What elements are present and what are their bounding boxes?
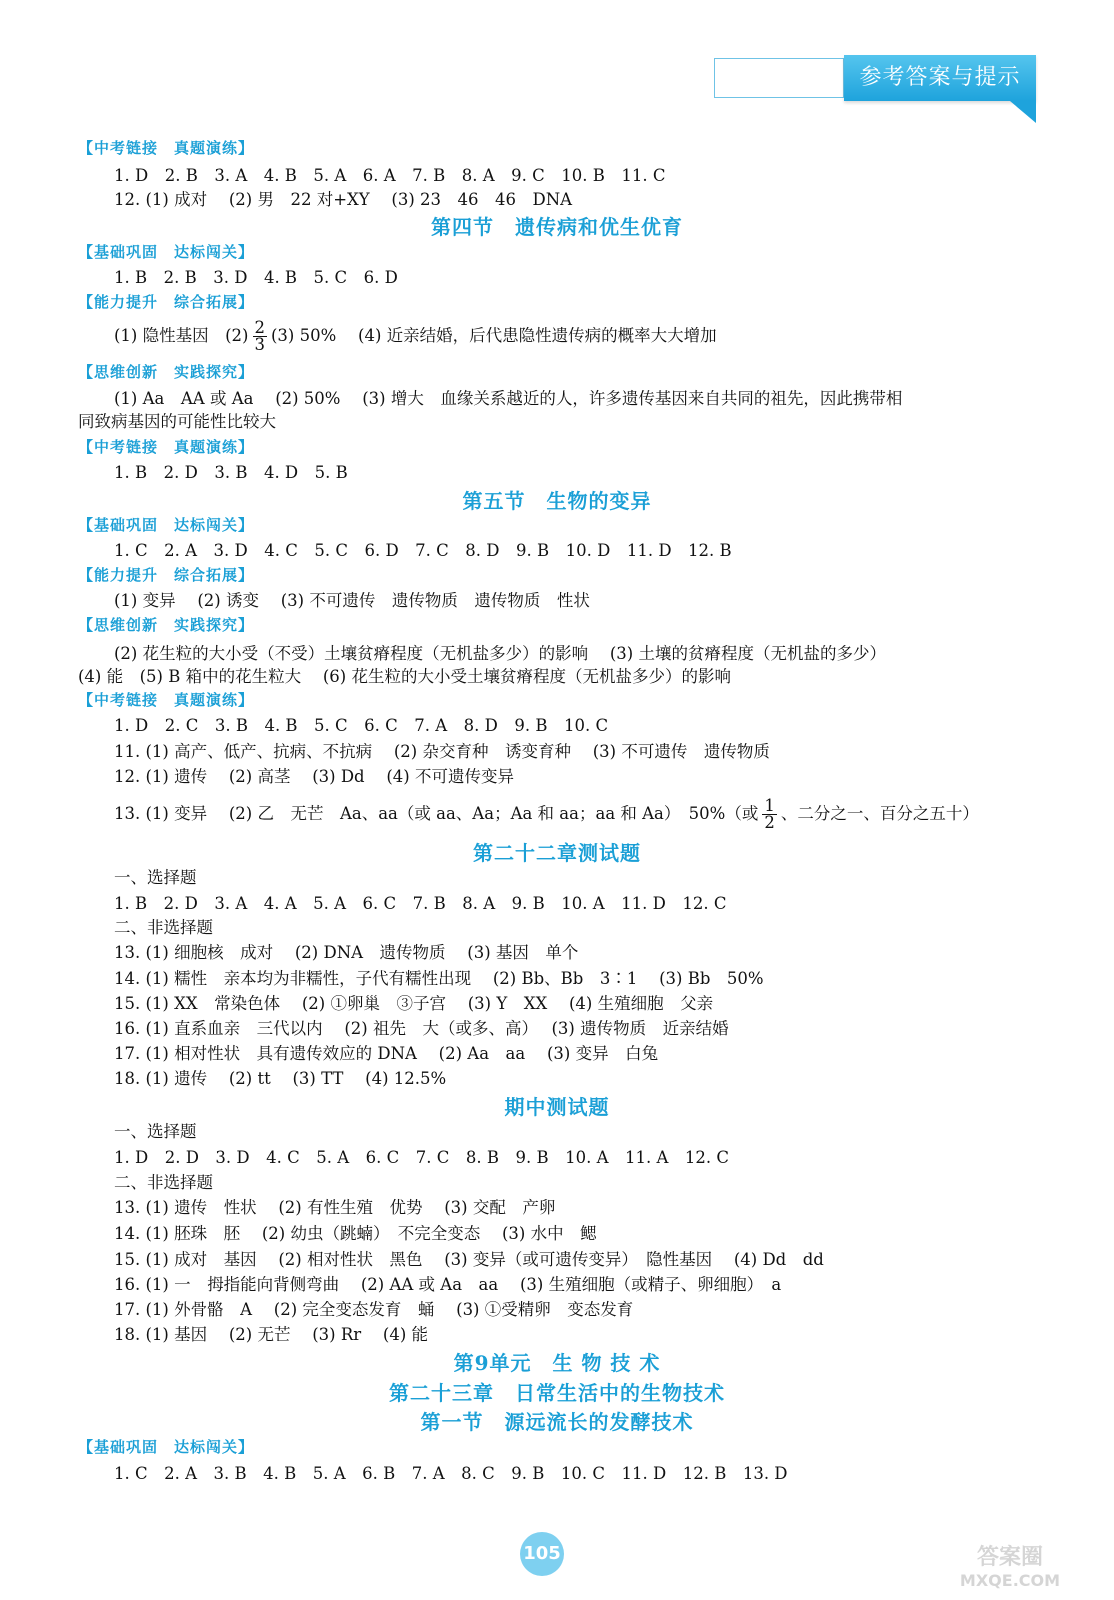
section-tag: 【能力提升 综合拓展】: [78, 566, 255, 584]
answer-line: 1. D 2. D 3. D 4. C 5. A 6. C 7. C 8. B 9. B 10. A 11. A 12. C: [114, 1148, 730, 1167]
answer-line: 18. (1) 基因 (2) 无芒 (3) Rr (4) 能: [114, 1325, 428, 1344]
answer-line: 12. (1) 遗传 (2) 高茎 (3) Dd (4) 不可遗传变异: [114, 767, 514, 786]
answer-line: (1) 变异 (2) 诱变 (3) 不可遗传 遗传物质 遗传物质 性状: [114, 591, 590, 610]
answer-line-fraction: [114, 318, 717, 354]
answer-line: 16. (1) 直系血亲 三代以内 (2) 祖先 大（或多、高） (3) 遗传物质 近亲结婚: [114, 1019, 729, 1038]
fraction-denominator: 3: [254, 335, 265, 354]
section-tag: 【中考链接 真题演练】: [78, 139, 255, 157]
answer-line: 1. B 2. B 3. D 4. B 5. C 6. D: [114, 268, 398, 287]
answer-line-fraction: [114, 796, 979, 832]
answer-text: (3) 50% (4) 近亲结婚，后代患隐性遗传病的概率大大增加: [271, 326, 717, 345]
answer-line: 二、非选择题: [114, 1173, 213, 1192]
section-tag: 【基础巩固 达标闯关】: [78, 516, 255, 534]
answer-line: 1. C 2. A 3. B 4. B 5. A 6. B 7. A 8. C 9. B 10. C 11. D 12. B 13. D: [114, 1464, 788, 1483]
section-title: 第四节 遗传病和优生优育: [431, 215, 683, 239]
answer-line: 18. (1) 遗传 (2) tt (3) TT (4) 12.5%: [114, 1069, 447, 1088]
section-tag: 【基础巩固 达标闯关】: [78, 1438, 255, 1456]
answer-text: (1) 隐性基因 (2): [114, 326, 249, 345]
section-title: 期中测试题: [504, 1095, 610, 1119]
answer-line: 一、选择题: [114, 1122, 197, 1141]
fraction: [253, 320, 268, 353]
fraction-numerator: 2: [254, 318, 265, 337]
header-tab: [844, 55, 1036, 101]
answer-line: 17. (1) 相对性状 具有遗传效应的 DNA (2) Aa aa (3) 变异 白兔: [114, 1044, 659, 1063]
answer-line: 1. D 2. C 3. B 4. B 5. C 6. C 7. A 8. D 9. B 10. C: [114, 716, 609, 735]
section-tag: 【能力提升 综合拓展】: [78, 293, 255, 311]
answer-line: 一、选择题: [114, 868, 197, 887]
answer-text: 13. (1) 变异 (2) 乙 无芒 Aa、aa（或 aa、Aa；Aa 和 aa；aa 和 Aa） 50%（或: [114, 804, 759, 823]
answer-line: 14. (1) 糯性 亲本均为非糯性，子代有糯性出现 (2) Bb、Bb 3∶1 (3) Bb 50%: [114, 969, 764, 988]
page-number: 105: [520, 1532, 564, 1576]
section-tag: 【思维创新 实践探究】: [78, 616, 255, 634]
fraction-numerator: 1: [764, 796, 775, 815]
section-tag: 【中考链接 真题演练】: [78, 691, 255, 709]
answer-line: 16. (1) 一 拇指能向背侧弯曲 (2) AA 或 Aa aa (3) 生殖细胞（或精子、卵细胞） a: [114, 1275, 782, 1294]
answer-line: 12. (1) 成对 (2) 男 22 对+XY (3) 23 46 46 DNA: [114, 190, 573, 209]
answer-line: 14. (1) 胚珠 胚 (2) 幼虫（跳蝻） 不完全变态 (3) 水中 鳃: [114, 1224, 597, 1243]
answer-line: 1. D 2. B 3. A 4. B 5. A 6. A 7. B 8. A 9. C 10. B 11. C: [114, 166, 666, 185]
section-tag: 【思维创新 实践探究】: [78, 363, 255, 381]
answer-line: 15. (1) XX 常染色体 (2) ①卵巢 ③子宫 (3) Y XX (4) 生殖细胞 父亲: [114, 994, 714, 1013]
answer-line: 同致病基因的可能性比较大: [78, 412, 276, 431]
section-title: 第五节 生物的变异: [462, 489, 652, 513]
answer-line: 11. (1) 高产、低产、抗病、不抗病 (2) 杂交育种 诱变育种 (3) 不可遗传 遗传物质: [114, 742, 770, 761]
header-blank-box: [714, 58, 844, 98]
answer-line: (4) 能 (5) B 箱中的花生粒大 (6) 花生粒的大小受土壤贫瘠程度（无机盐多少）的影响: [78, 667, 731, 686]
unit-title: 第9单元 生 物 技 术: [453, 1351, 661, 1375]
section-tag: 【基础巩固 达标闯关】: [78, 243, 255, 261]
header-tab-tail: [1010, 101, 1036, 123]
answer-line: 1. C 2. A 3. D 4. C 5. C 6. D 7. C 8. D 9. B 10. D 11. D 12. B: [114, 541, 732, 560]
fraction-denominator: 2: [764, 813, 775, 832]
answer-line: (1) Aa AA 或 Aa (2) 50% (3) 增大 血缘关系越近的人，许多遗传基因来自共同的祖先，因此携带相: [114, 389, 903, 408]
answer-line: 13. (1) 细胞核 成对 (2) DNA 遗传物质 (3) 基因 单个: [114, 943, 579, 962]
answer-line: 13. (1) 遗传 性状 (2) 有性生殖 优势 (3) 交配 产卵: [114, 1198, 556, 1217]
section-tag: 【中考链接 真题演练】: [78, 438, 255, 456]
chapter-title: 第二十三章 日常生活中的生物技术: [389, 1381, 725, 1405]
svg-text:答案圈: 答案圈: [976, 1545, 1044, 1570]
answer-line: 1. B 2. D 3. B 4. D 5. B: [114, 463, 348, 482]
section-title: 第一节 源远流长的发酵技术: [420, 1410, 694, 1434]
svg-text:MXQE.COM: MXQE.COM: [959, 1571, 1061, 1590]
answer-line: 1. B 2. D 3. A 4. A 5. A 6. C 7. B 8. A 9. B 10. A 11. D 12. C: [114, 894, 727, 913]
section-title: 第二十二章测试题: [473, 841, 641, 865]
fraction: [762, 798, 777, 831]
answer-line: 二、非选择题: [114, 918, 213, 937]
watermark-logo: [930, 1540, 1090, 1590]
answer-text: 、二分之一、百分之五十）: [780, 804, 979, 823]
answer-line: 17. (1) 外骨骼 A (2) 完全变态发育 蛹 (3) ①受精卵 变态发育: [114, 1300, 634, 1319]
answer-line: (2) 花生粒的大小受（不受）土壤贫瘠程度（无机盐多少）的影响 (3) 土壤的贫瘠程度（无机盐的多少）: [114, 644, 886, 663]
answer-line: 15. (1) 成对 基因 (2) 相对性状 黑色 (3) 变异（或可遗传变异） 隐性基因 (4) Dd dd: [114, 1250, 824, 1269]
header-tab-label: 参考答案与提示: [859, 65, 1021, 90]
